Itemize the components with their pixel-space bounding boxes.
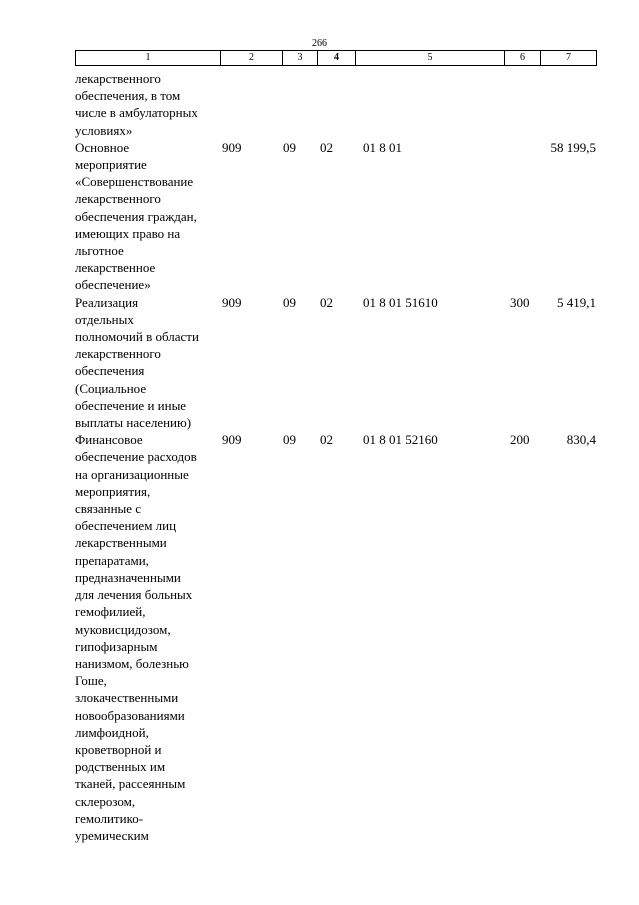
row-target: 01 8 01 <box>363 139 402 155</box>
row-amount: 830,4 <box>566 432 596 448</box>
row-amount: 58 199,5 <box>550 139 596 155</box>
row-subsection: 02 <box>320 432 333 448</box>
row-name: Основное мероприятие «Совершенствование лекарственного обеспечения граждан, имеющих право на льготное лекарственное обеспечение» <box>75 139 197 293</box>
row-name: Финансовое обеспечение расходов на организационные мероприятия, связанные с обеспечением лиц лекарственными препаратами, предназначенными для лечения больных гемофилией, муковисцидозом, гипофизарным нанизмом, болезнью Гоше, злокачественными новообразованиями лимфоидной, кроветворной и родственных им тканей, рассеянным склерозом, гемолитико- уремическим <box>75 432 197 843</box>
row-ministry: 909 <box>222 139 242 155</box>
page-number: 266 <box>312 38 327 49</box>
row-ministry: 909 <box>222 432 242 448</box>
row-name: лекарственного обеспечения, в том числе в амбулаторных условиях» <box>75 71 198 138</box>
row-target: 01 8 01 51610 <box>363 294 438 310</box>
row-ministry: 909 <box>222 294 242 310</box>
row-section: 09 <box>283 432 296 448</box>
row-expense-type <box>504 139 540 294</box>
budget-table <box>75 70 596 844</box>
column-header-5: 5 <box>356 51 505 66</box>
table-row <box>75 431 596 844</box>
column-header-6: 6 <box>505 51 541 66</box>
row-subsection: 02 <box>320 294 333 310</box>
row-section: 09 <box>283 294 296 310</box>
row-target <box>355 70 504 139</box>
column-header-3: 3 <box>283 51 318 66</box>
column-header-row <box>75 50 597 66</box>
column-header-4: 4 <box>318 51 356 66</box>
column-header-7: 7 <box>541 51 597 66</box>
row-section <box>282 70 317 139</box>
row-amount <box>540 70 596 139</box>
row-section: 09 <box>283 139 296 155</box>
column-header-1: 1 <box>76 51 221 66</box>
table-row <box>75 70 596 139</box>
row-expense-type: 300 <box>510 294 530 310</box>
table-row <box>75 294 596 432</box>
column-header-2: 2 <box>221 51 283 66</box>
row-name: Реализация отдельных полномочий в области лекарственного обеспечения (Социальное обеспечение и иные выплаты населению) <box>75 294 199 431</box>
row-subsection <box>317 70 355 139</box>
row-expense-type <box>504 70 540 139</box>
row-subsection: 02 <box>320 139 333 155</box>
row-ministry <box>220 70 282 139</box>
table-row <box>75 139 596 294</box>
row-expense-type: 200 <box>510 432 530 448</box>
row-target: 01 8 01 52160 <box>363 432 438 448</box>
row-amount: 5 419,1 <box>557 294 596 310</box>
